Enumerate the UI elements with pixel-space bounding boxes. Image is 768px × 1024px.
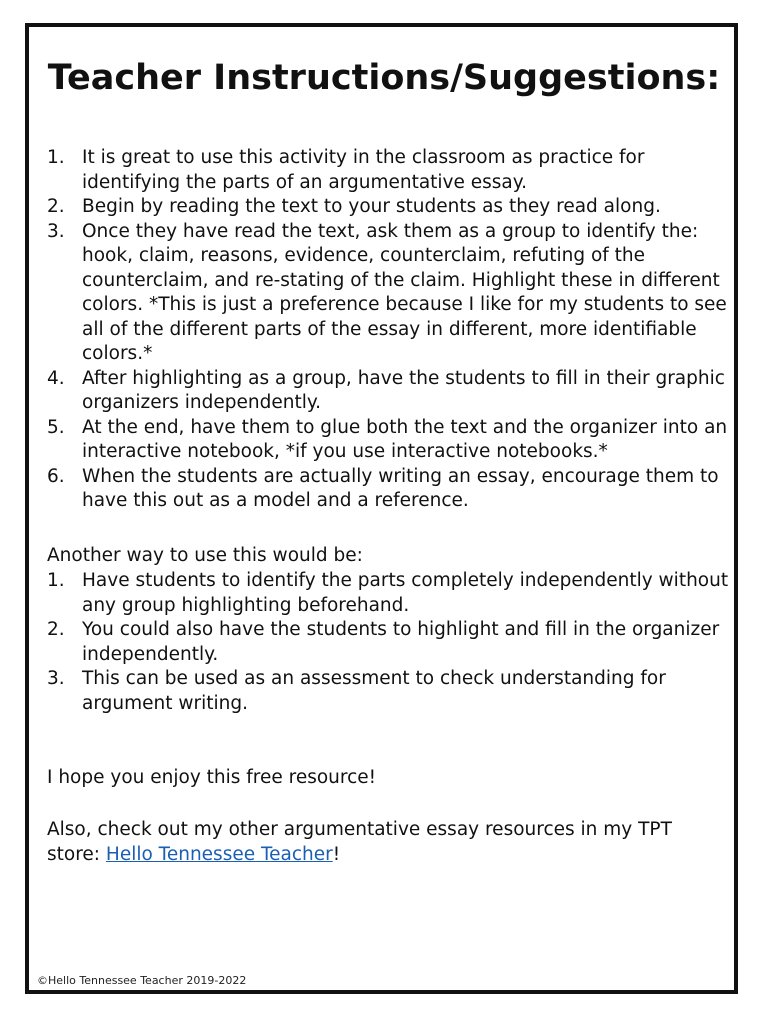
store-text: Also, check out my other argumentative essay resources in my TPT store: (47, 819, 672, 865)
instructions-list (47, 146, 737, 514)
store-link[interactable]: Hello Tennessee Teacher (105, 843, 333, 865)
item-text: Begin by reading the text to your students as they read along. (82, 196, 661, 217)
list-item (47, 569, 737, 618)
item-number: 3. (47, 668, 65, 689)
store-paragraph (47, 818, 727, 867)
item-number: 2. (47, 619, 65, 640)
item-number: 1. (47, 570, 65, 591)
item-text: You could also have the students to highlight and fill in the organizer independently. (82, 619, 720, 665)
list-item (47, 667, 737, 716)
closing-message: I hope you enjoy this free resource! (47, 767, 377, 788)
store-suffix: ! (332, 843, 341, 865)
item-text: When the students are actually writing an essay, encourage them to have this out as a model and a reference. (82, 465, 719, 511)
list-item (47, 146, 737, 195)
list-item (47, 465, 737, 514)
item-number: 1. (47, 147, 65, 168)
item-text: At the end, have them to glue both the text and the organizer into an interactive notebook, *if you use interactive notebooks.* (82, 416, 728, 462)
item-text: It is great to use this activity in the classroom as practice for identifying the parts of an argumentative essay. (82, 147, 645, 193)
list-item (47, 416, 737, 465)
item-number: 5. (47, 416, 65, 438)
page-title: Teacher Instructions/Suggestions: (47, 58, 721, 98)
item-number: 2. (47, 196, 65, 217)
item-number: 3. (47, 220, 65, 242)
another-way-heading: Another way to use this would be: (47, 545, 363, 566)
alternative-list (47, 569, 737, 716)
item-number: 4. (47, 367, 65, 389)
item-text: Have students to identify the parts completely independently without any group highlighting beforehand. (82, 570, 729, 616)
item-text: This can be used as an assessment to check understanding for argument writing. (82, 668, 666, 714)
item-text: Once they have read the text, ask them as a group to identify the: hook, claim, reasons, evidence, counterclaim, refuting of the counterclaim, and re-stating of the claim. Highlight these in different colors. *This is just a preference because I like for my students to see all of the different parts of the essay in different, more identifiable colors.* (82, 220, 727, 364)
list-item (47, 220, 737, 367)
item-number: 6. (47, 465, 65, 487)
list-item (47, 618, 737, 667)
item-text: After highlighting as a group, have the students to fill in their graphic organizers independently. (82, 367, 725, 413)
list-item (47, 367, 737, 416)
copyright-footer: ©Hello Tennessee Teacher 2019-2022 (37, 974, 247, 987)
list-item (47, 195, 737, 220)
